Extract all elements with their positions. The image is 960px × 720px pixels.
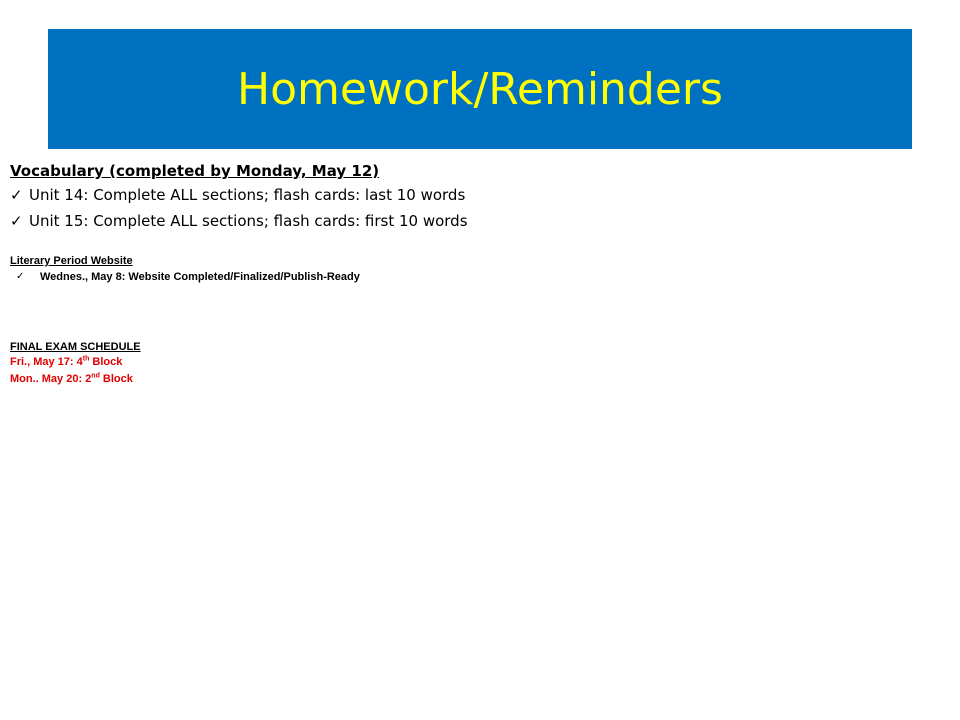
vocabulary-item-text: Unit 14: Complete ALL sections; flash cards: last 10 words [29,186,466,204]
vocabulary-item [10,182,910,208]
vocabulary-item-text: Unit 15: Complete ALL sections; flash cards: first 10 words [29,212,468,230]
checkmark-icon: ✓ [10,186,23,204]
vocabulary-heading: Vocabulary (completed by Monday, May 12) [10,162,380,180]
website-heading: Literary Period Website [10,255,133,267]
exam-schedule-item: Mon.. May 20: 2nd Block [10,372,133,385]
checkmark-icon: ✓ [10,212,23,230]
page-title: Homework/Reminders [237,63,723,115]
vocabulary-item [10,208,910,234]
website-item-text: Wednes., May 8: Website Completed/Finalized/Publish-Ready [40,271,360,283]
slide-body [10,160,910,388]
title-banner [48,29,912,149]
checkmark-icon: ✓ [16,271,25,282]
exam-schedule-item: Fri., May 17: 4th Block [10,355,123,368]
exam-schedule-heading: FINAL EXAM SCHEDULE [10,341,141,353]
website-list [10,268,910,286]
website-item [10,268,910,286]
vocabulary-list [10,182,910,234]
